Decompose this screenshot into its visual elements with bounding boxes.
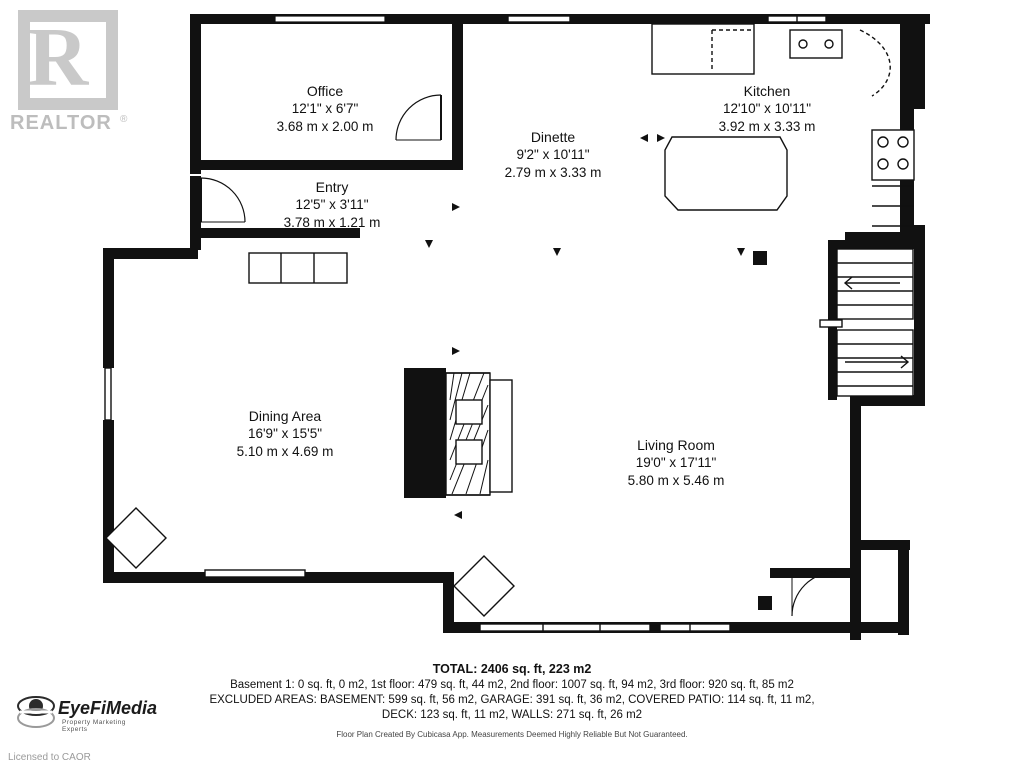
total-area: TOTAL: 2406 sq. ft, 223 m2 xyxy=(432,662,592,676)
room-label-living-room: Living Room 19'0" x 17'11" 5.80 m x 5.46 m xyxy=(627,437,725,488)
excluded-areas-line-1: EXCLUDED AREAS: BASEMENT: 599 sq. ft, 56 m2, GARAGE: 391 sq. ft, 36 m2, COVERED PATIO: 114 sq. ft, 11 m2, xyxy=(209,694,815,706)
eyefimedia-tagline: Property Marketing Experts xyxy=(62,719,126,733)
eyefimedia-logo xyxy=(14,692,158,738)
room-label-entry: Entry 12'5" x 3'11" 3.78 m x 1.21 m xyxy=(283,179,381,230)
realtor-wordmark: REALTOR xyxy=(10,112,112,134)
realtor-letter-r: R xyxy=(27,11,89,104)
floor-breakdown: Basement 1: 0 sq. ft, 0 m2, 1st floor: 479 sq. ft, 44 m2, 2nd floor: 1007 sq. ft, 94 m2, 3rd floor: 920 sq. ft, 85 m2 xyxy=(230,679,794,691)
excluded-areas-line-2: DECK: 123 sq. ft, 11 m2, WALLS: 271 sq. ft, 26 m2 xyxy=(381,709,643,721)
license-note: Licensed to CAOR xyxy=(8,752,91,763)
eyefimedia-name: EyeFiMedia xyxy=(58,698,158,718)
room-label-office: Office 12'1" x 6'7" 3.68 m x 2.00 m xyxy=(276,83,374,134)
plan-credit: Floor Plan Created By Cubicasa App. Measurements Deemed Highly Reliable But Not Guaranteed. xyxy=(336,730,688,739)
realtor-registered-icon: ® xyxy=(120,114,128,125)
room-label-dining-area: Dining Area 16'9" x 15'5" 5.10 m x 4.69 m xyxy=(236,408,334,459)
room-label-kitchen: Kitchen 12'10" x 10'11" 3.92 m x 3.33 m xyxy=(718,83,816,134)
room-label-dinette: Dinette 9'2" x 10'11" 2.79 m x 3.33 m xyxy=(504,129,602,180)
